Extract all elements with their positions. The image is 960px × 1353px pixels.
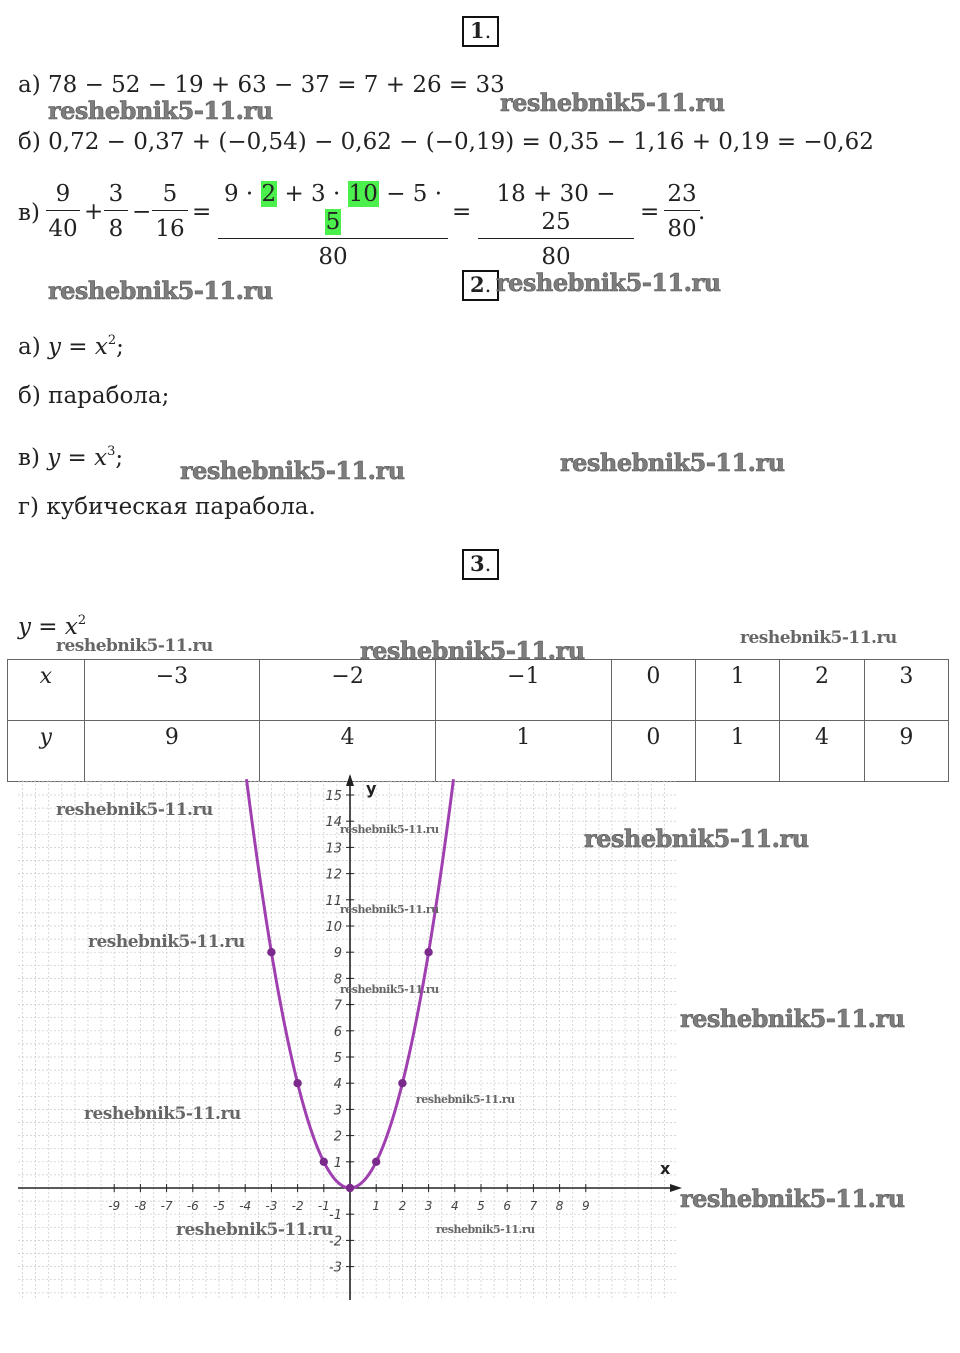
x-tick-label: -1 [317,1199,330,1213]
y-tick-label: 5 [333,1051,342,1066]
watermark: reshebnik5-11.ru [48,96,273,125]
task1-line-a: а) 78 − 52 − 19 + 63 − 37 = 7 + 26 = 33 [18,72,505,98]
table-cell: x [8,660,85,721]
table-cell: 4 [780,721,864,782]
y-axis-arrow [346,774,354,786]
highlight-factor-5: 5 [325,209,341,235]
x-tick-label: 1 [372,1199,381,1213]
y-tick-label: 2 [333,1129,342,1145]
table-cell: 9 [84,721,260,782]
x-tick-label: 9 [581,1199,590,1213]
data-point [372,1158,380,1166]
watermark: reshebnik5-11.ru [360,636,585,665]
y-tick-label: 3 [333,1103,342,1119]
y-tick-label: 9 [333,946,342,962]
task1-line-b: б) 0,72 − 0,37 + (−0,54) − 0,62 − (−0,19) = 0,35 − 1,16 + 0,19 = −0,62 [18,129,874,155]
x-tick-label: 4 [450,1199,459,1213]
watermark: reshebnik5-11.ru [500,88,725,117]
task2-line-a: а) $y = x^2$; [18,333,124,360]
x-tick-label: 3 [424,1199,433,1213]
x-tick-label: -4 [239,1199,252,1213]
watermark: reshebnik5-11.ru [84,1104,241,1124]
x-tick-label: -7 [160,1199,173,1213]
y-tick-label: 13 [325,841,342,857]
fraction-3-8: $\frac{3}{8}$ [104,180,128,243]
data-point [346,1184,354,1192]
equals-sign-3: = [640,199,660,225]
watermark: reshebnik5-11.ru [496,268,721,297]
data-point [320,1158,328,1166]
equals-sign-1: = [192,199,212,225]
watermark: reshebnik5-11.ru [340,983,439,996]
x-tick-label: -3 [265,1199,278,1213]
watermark: reshebnik5-11.ru [48,276,273,305]
y-tick-label: 8 [333,972,342,988]
watermark: reshebnik5-11.ru [56,800,213,820]
task-number-2: 2. [462,270,499,301]
x-tick-label: -9 [108,1199,121,1213]
y-tick-label: -3 [329,1260,342,1276]
values-table [7,659,949,782]
data-point [267,948,275,956]
y-tick-label: -2 [329,1234,342,1250]
y-axis-label: y [366,779,377,798]
table-cell: y [8,721,85,782]
x-tick-label: 7 [529,1199,538,1213]
y-tick-label: 1 [333,1155,342,1171]
table-cell: 9 [864,721,948,782]
minus-sign: − [132,199,152,225]
x-tick-label: 2 [398,1199,407,1213]
watermark: reshebnik5-11.ru [180,456,405,485]
y-tick-label: 14 [325,815,342,831]
table-cell: 2 [780,660,864,721]
watermark: reshebnik5-11.ru [436,1223,535,1236]
data-point [293,1079,301,1087]
x-tick-label: -6 [186,1199,199,1213]
table-cell: 0 [611,721,695,782]
table-cell: 4 [260,721,436,782]
watermark: reshebnik5-11.ru [680,1184,905,1213]
x-tick-label: 5 [477,1199,485,1213]
data-point [398,1079,406,1087]
table-cell: 0 [611,660,695,721]
fraction-result: $\frac{23}{80}$ [664,180,700,243]
watermark: reshebnik5-11.ru [416,1093,515,1106]
task3-formula: $y = x^2$ [18,613,87,640]
table-row-x [8,660,949,721]
watermark: reshebnik5-11.ru [340,823,439,836]
data-point [424,948,432,956]
final-dot: . [698,199,706,225]
task-number-3: 3. [462,549,499,580]
task-number-1: 1. [462,16,499,47]
y-tick-label: 11 [325,893,342,909]
table-cell: 1 [696,660,780,721]
watermark: reshebnik5-11.ru [340,903,439,916]
highlight-factor-2: 2 [261,181,277,207]
fraction-5-16: $\frac{5}{16}$ [152,180,188,243]
x-tick-label: 8 [555,1199,564,1213]
watermark: reshebnik5-11.ru [740,628,897,648]
table-cell: −2 [260,660,436,721]
watermark: reshebnik5-11.ru [176,1220,333,1240]
task2-line-b: б) парабола; [18,383,170,409]
x-tick-label: -2 [291,1199,304,1213]
x-tick-label: -8 [134,1199,147,1213]
table-cell: −3 [84,660,260,721]
task1-line-v-prefix: в) [18,200,40,226]
watermark: reshebnik5-11.ru [560,448,785,477]
task2-line-g: г) кубическая парабола. [18,494,316,520]
fraction-common-denominator: $\frac{9 \cdot 2 + 3 \cdot 10 - 5 \cdot 5}{80}$ [218,180,448,271]
x-tick-label: 6 [503,1199,512,1213]
y-tick-label: 7 [333,998,342,1014]
y-tick-label: 15 [325,789,342,804]
x-axis-label: x [660,1159,671,1178]
table-cell: 1 [436,721,612,782]
y-tick-label: 10 [325,920,342,935]
fraction-sum: $\frac{18 + 30 - 25}{80}$ [478,180,634,271]
y-tick-label: -1 [329,1208,342,1224]
plus-sign: + [84,199,104,225]
table-cell: 3 [864,660,948,721]
y-tick-label: 4 [333,1077,342,1093]
y-tick-label: 6 [333,1024,342,1040]
watermark: reshebnik5-11.ru [88,932,245,952]
x-tick-label: -5 [213,1199,225,1213]
watermark: reshebnik5-11.ru [584,824,809,853]
task2-line-v: в) $y = x^3$; [18,444,124,471]
table-cell: 1 [696,721,780,782]
table-cell: −1 [436,660,612,721]
watermark: reshebnik5-11.ru [56,636,213,656]
fraction-9-40: $\frac{9}{40}$ [46,180,80,243]
y-tick-label: 12 [325,867,342,883]
highlight-factor-10: 10 [348,181,378,207]
watermark: reshebnik5-11.ru [680,1004,905,1033]
equals-sign-2: = [452,199,472,225]
